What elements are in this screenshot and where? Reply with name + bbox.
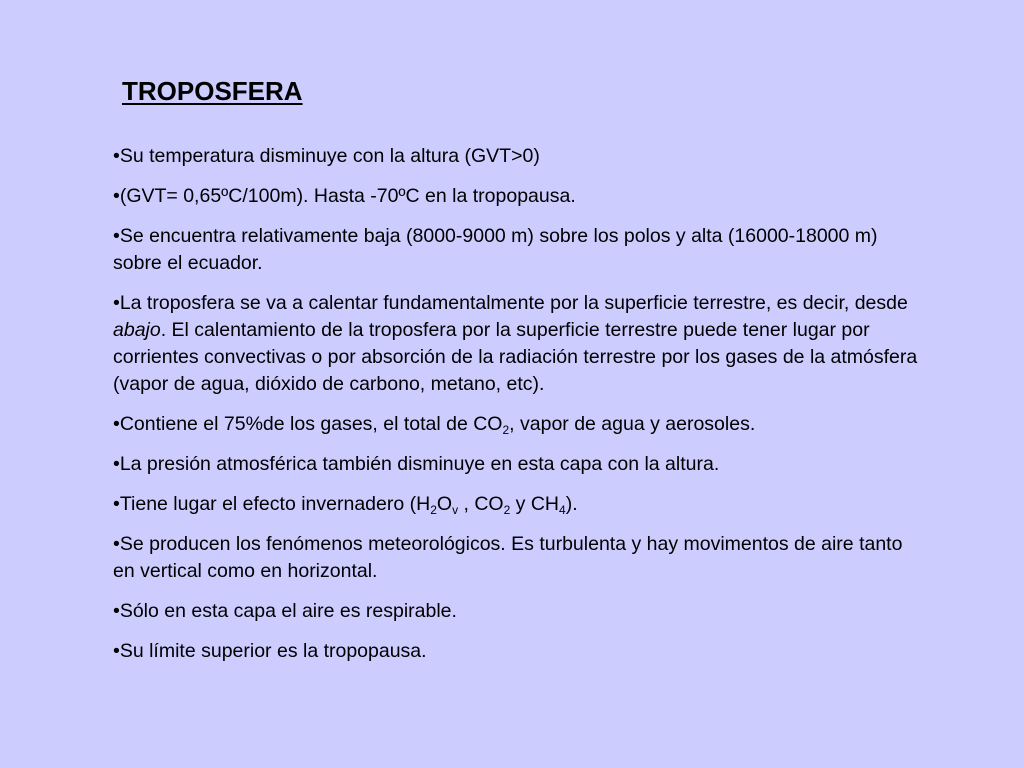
bullet-item (113, 451, 921, 478)
bullet-text: . El calentamiento de la troposfera por la superficie terrestre puede tener lugar por corrientes convectivas o por absorción de la radiación terrestre por los gases de la atmósfera (vapor de agua, dióxido de carbono, metano, etc). (113, 319, 918, 395)
bullet-text: La troposfera se va a calentar fundamentalmente por la superficie terrestre, es decir, desde (119, 292, 908, 314)
bullet-item (113, 143, 921, 170)
subscript: 2 (502, 423, 510, 437)
bullet-text: Su límite superior es la tropopausa. (119, 640, 427, 662)
bullet-text: , vapor de agua y aerosoles. (509, 413, 756, 435)
bullet-item (113, 411, 921, 438)
bullet-mark: • (113, 600, 120, 622)
bullet-text: Tiene lugar el efecto invernadero (H (119, 493, 431, 515)
bullet-text: , CO (458, 493, 504, 515)
bullet-item (113, 183, 921, 210)
emphasis-text: abajo (113, 319, 161, 341)
subscript: 2 (503, 503, 511, 517)
bullet-mark: • (113, 640, 120, 662)
bullet-mark: • (113, 225, 120, 247)
bullet-mark: • (113, 413, 120, 435)
bullet-list (113, 143, 921, 678)
bullet-mark: • (113, 533, 120, 555)
bullet-text: (GVT= 0,65ºC/100m). Hasta -70ºC en la tropopausa. (119, 185, 576, 207)
bullet-item (113, 491, 921, 518)
bullet-text: O (436, 493, 453, 515)
bullet-text: Se encuentra relativamente baja (8000-9000 m) sobre los polos y alta (16000-18000 m) sobre el ecuador. (113, 225, 878, 274)
bullet-text: La presión atmosférica también disminuye en esta capa con la altura. (119, 453, 720, 475)
bullet-text: ). (565, 493, 578, 515)
bullet-text: Contiene el 75%de los gases, el total de CO (119, 413, 503, 435)
subscript: 2 (430, 503, 437, 517)
subscript: v (452, 503, 459, 517)
bullet-item (113, 598, 921, 625)
bullet-mark: • (113, 493, 120, 515)
bullet-item (113, 531, 921, 585)
bullet-item (113, 638, 921, 665)
bullet-mark: • (113, 185, 120, 207)
bullet-text: y CH (510, 493, 560, 515)
bullet-mark: • (113, 145, 120, 167)
bullet-item (113, 223, 921, 277)
slide-title: TROPOSFERA (122, 76, 303, 106)
bullet-text: Sólo en esta capa el aire es respirable. (119, 600, 457, 622)
bullet-text: Su temperatura disminuye con la altura (GVT>0) (119, 145, 540, 167)
subscript: 4 (559, 503, 566, 517)
bullet-text: Se producen los fenómenos meteorológicos. Es turbulenta y hay movimentos de aire tanto en vertical como en horizontal. (113, 533, 903, 582)
bullet-item (113, 290, 921, 398)
bullet-mark: • (113, 453, 120, 475)
bullet-mark: • (113, 292, 120, 314)
